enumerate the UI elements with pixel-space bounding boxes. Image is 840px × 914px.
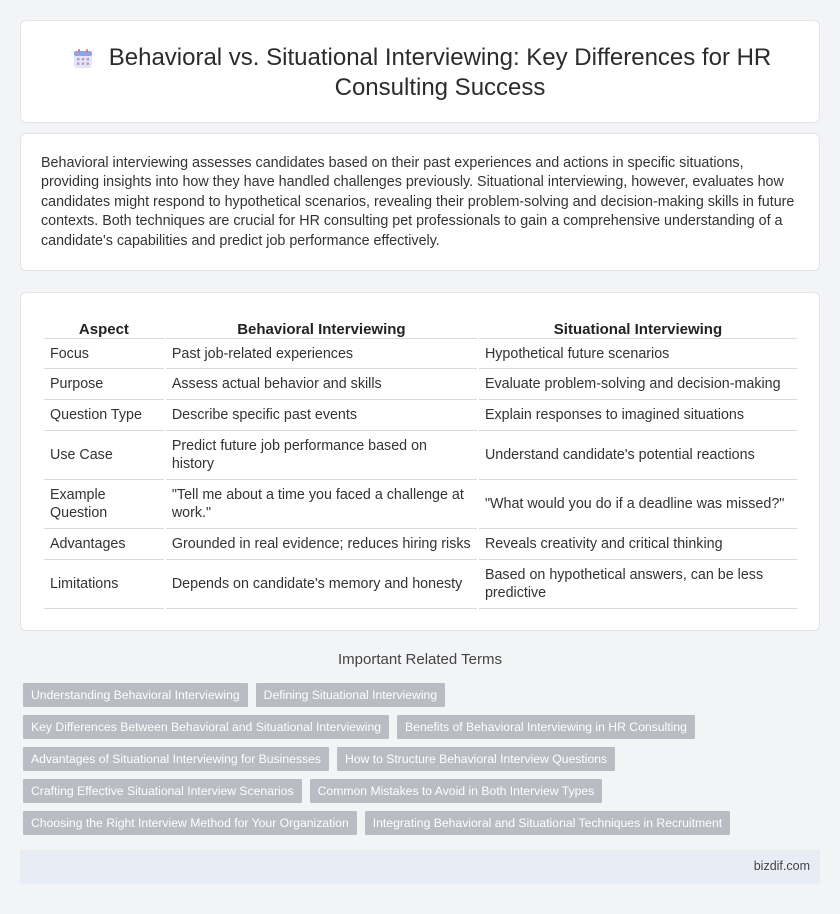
- table-row: [44, 339, 797, 369]
- table-header-row: [44, 315, 797, 339]
- intro-paragraph: Behavioral interviewing assesses candidates based on their past experiences and actions in specific situations, providing insights into how they have handled challenges previously. Situational interviewing, however, evaluates how candidates might respond to hypothetical scenarios, revealing their problem-solving and decision-making skills in future contexts. Both techniques are crucial for HR consulting pet professionals to gain a comprehensive understanding of a candidate's capabilities and predict job performance effectively.: [41, 155, 795, 249]
- row-aspect: Advantages: [44, 529, 164, 560]
- table-row: [44, 369, 797, 400]
- row-behavioral: "Tell me about a time you faced a challenge at work.": [166, 480, 477, 529]
- related-term-tag[interactable]: Crafting Effective Situational Interview Scenarios: [23, 779, 302, 803]
- row-situational: Based on hypothetical answers, can be less predictive: [479, 560, 797, 609]
- related-term-tag[interactable]: Understanding Behavioral Interviewing: [23, 683, 248, 707]
- row-situational: Hypothetical future scenarios: [479, 339, 797, 369]
- header-card: [20, 20, 820, 123]
- row-behavioral: Past job-related experiences: [166, 339, 477, 369]
- comparison-table: [42, 315, 799, 609]
- row-situational: Explain responses to imagined situations: [479, 400, 797, 431]
- related-term-tag[interactable]: Benefits of Behavioral Interviewing in HR Consulting: [397, 715, 695, 739]
- header-behavioral: Behavioral Interviewing: [166, 315, 477, 339]
- row-situational: Understand candidate's potential reactions: [479, 431, 797, 480]
- related-term-tag[interactable]: Integrating Behavioral and Situational Techniques in Recruitment: [365, 811, 730, 835]
- row-aspect: Purpose: [44, 369, 164, 400]
- table-row: [44, 529, 797, 560]
- header-aspect: Aspect: [44, 315, 164, 339]
- row-situational: "What would you do if a deadline was missed?": [479, 480, 797, 529]
- intro-card: [20, 133, 820, 271]
- row-aspect: Example Question: [44, 480, 164, 529]
- row-situational: Evaluate problem-solving and decision-making: [479, 369, 797, 400]
- related-term-tag[interactable]: How to Structure Behavioral Interview Questions: [337, 747, 615, 771]
- row-aspect: Use Case: [44, 431, 164, 480]
- related-term-tag[interactable]: Key Differences Between Behavioral and Situational Interviewing: [23, 715, 389, 739]
- related-terms-title: Important Related Terms: [338, 651, 502, 668]
- related-term-tag[interactable]: Common Mistakes to Avoid in Both Interview Types: [310, 779, 603, 803]
- table-row: [44, 560, 797, 609]
- row-aspect: Limitations: [44, 560, 164, 609]
- row-behavioral: Predict future job performance based on history: [166, 431, 477, 480]
- footer-brand[interactable]: bizdif.com: [753, 859, 810, 873]
- table-row: [44, 431, 797, 480]
- comparison-table-card: [20, 292, 820, 631]
- header-situational: Situational Interviewing: [479, 315, 797, 339]
- row-behavioral: Assess actual behavior and skills: [166, 369, 477, 400]
- related-terms-list: [23, 683, 813, 835]
- row-behavioral: Depends on candidate's memory and honesty: [166, 560, 477, 609]
- row-behavioral: Grounded in real evidence; reduces hiring risks: [166, 529, 477, 560]
- related-term-tag[interactable]: Advantages of Situational Interviewing for Businesses: [23, 747, 329, 771]
- related-term-tag[interactable]: Defining Situational Interviewing: [256, 683, 445, 707]
- page-title: Behavioral vs. Situational Interviewing: Key Differences for HR Consulting Success: [108, 44, 772, 101]
- footer: [20, 850, 820, 884]
- row-situational: Reveals creativity and critical thinking: [479, 529, 797, 560]
- related-term-tag[interactable]: Choosing the Right Interview Method for Your Organization: [23, 811, 357, 835]
- table-row: [44, 480, 797, 529]
- table-row: [44, 400, 797, 431]
- row-aspect: Question Type: [44, 400, 164, 431]
- row-behavioral: Describe specific past events: [166, 400, 477, 431]
- row-aspect: Focus: [44, 339, 164, 369]
